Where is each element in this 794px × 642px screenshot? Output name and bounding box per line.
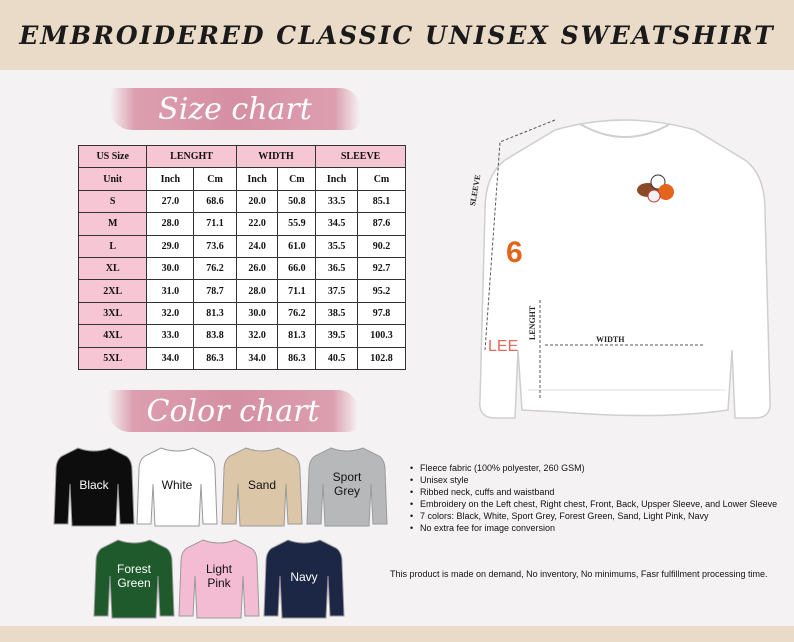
table-unit-cell: Cm — [194, 168, 236, 190]
sleeve-text-embroidery: LEE — [488, 338, 519, 355]
table-cell: 34.0 — [236, 347, 278, 369]
color-chart-banner — [108, 390, 358, 432]
table-unit-cell: Inch — [316, 168, 358, 190]
swatch-label — [54, 478, 134, 492]
table-cell: 28.0 — [236, 280, 278, 302]
table-cell: 24.0 — [236, 235, 278, 257]
table-cell: 39.5 — [316, 325, 358, 347]
table-unit-cell: Unit — [79, 168, 147, 190]
table-header-cell: WIDTH — [236, 146, 315, 168]
swatch-label — [137, 478, 217, 492]
swatch-label-line: Forest — [116, 562, 151, 576]
table-cell: 4XL — [79, 325, 147, 347]
swatch-label-line: Pink — [207, 576, 231, 590]
bottom-band — [0, 626, 794, 642]
table-cell: XL — [79, 257, 147, 279]
table-cell: 71.1 — [278, 280, 316, 302]
table-row — [79, 190, 406, 212]
table-cell: 26.0 — [236, 257, 278, 279]
swatch-label-line: White — [161, 478, 193, 492]
table-cell: 86.3 — [278, 347, 316, 369]
table-unit-cell: Inch — [147, 168, 194, 190]
table-cell: 81.3 — [194, 302, 236, 324]
table-cell: 61.0 — [278, 235, 316, 257]
swatch-label-line: Sport — [332, 470, 362, 484]
table-cell: 28.0 — [147, 213, 194, 235]
swatch-label — [179, 562, 259, 590]
features-list — [408, 462, 788, 534]
table-cell: 34.0 — [147, 347, 194, 369]
swatch-label — [307, 470, 387, 498]
length-label: LENGHT — [528, 305, 537, 340]
table-cell: 33.0 — [147, 325, 194, 347]
swatch-label-line: Light — [205, 562, 233, 576]
table-cell: 36.5 — [316, 257, 358, 279]
header-band — [0, 0, 794, 70]
table-cell: 50.8 — [278, 190, 316, 212]
table-cell: 97.8 — [357, 302, 405, 324]
table-cell: 3XL — [79, 302, 147, 324]
feature-item: • Ribbed neck, cuffs and waistband — [408, 486, 788, 498]
table-cell: 32.0 — [147, 302, 194, 324]
table-cell: 33.5 — [316, 190, 358, 212]
swatch-label — [264, 570, 344, 584]
table-cell: 29.0 — [147, 235, 194, 257]
table-cell: 34.5 — [316, 213, 358, 235]
table-cell: 30.0 — [236, 302, 278, 324]
table-unit-cell: Inch — [236, 168, 278, 190]
size-chart-banner — [110, 88, 360, 130]
swatch-label — [222, 478, 302, 492]
sleeve-number-embroidery: 6 — [506, 236, 523, 269]
feature-item: • 7 colors: Black, White, Sport Grey, Forest Green, Sand, Light Pink, Navy — [408, 510, 788, 522]
feature-item: • Fleece fabric (100% polyester, 260 GSM) — [408, 462, 788, 474]
feature-item: • No extra fee for image conversion — [408, 522, 788, 534]
table-row — [79, 347, 406, 369]
table-row — [79, 213, 406, 235]
table-cell: 35.5 — [316, 235, 358, 257]
sweatshirt-diagram — [460, 100, 790, 440]
table-cell: L — [79, 235, 147, 257]
feature-item: • Unisex style — [408, 474, 788, 486]
swatch-label-line: Sand — [247, 478, 277, 492]
table-cell: 76.2 — [194, 257, 236, 279]
table-cell: 20.0 — [236, 190, 278, 212]
table-cell: 71.1 — [194, 213, 236, 235]
table-cell: 5XL — [79, 347, 147, 369]
swatch-label-line: Green — [117, 576, 151, 590]
size-chart-title: Size chart — [158, 91, 312, 127]
table-row — [79, 235, 406, 257]
color-chart-title: Color chart — [146, 393, 320, 429]
table-cell: 86.3 — [194, 347, 236, 369]
table-cell: 30.0 — [147, 257, 194, 279]
table-header-cell: US Size — [79, 146, 147, 168]
table-cell: 73.6 — [194, 235, 236, 257]
table-cell: 81.3 — [278, 325, 316, 347]
table-row — [79, 257, 406, 279]
table-cell: 55.9 — [278, 213, 316, 235]
table-cell: 66.0 — [278, 257, 316, 279]
table-unit-row — [79, 168, 406, 190]
table-cell: 85.1 — [357, 190, 405, 212]
size-table — [78, 145, 406, 370]
table-cell: 68.6 — [194, 190, 236, 212]
table-header-cell: LENGHT — [147, 146, 236, 168]
table-cell: 37.5 — [316, 280, 358, 302]
table-cell: 2XL — [79, 280, 147, 302]
table-unit-cell: Cm — [357, 168, 405, 190]
footer-note: This product is made on demand, No inventory, No minimums, Fasr fulfillment processing time. — [390, 569, 768, 579]
table-row — [79, 302, 406, 324]
table-cell: 92.7 — [357, 257, 405, 279]
feature-item: • Embroidery on the Left chest, Right chest, Front, Back, Upsper Sleeve, and Lower Sleeve — [408, 498, 788, 510]
table-row — [79, 280, 406, 302]
table-cell: 78.7 — [194, 280, 236, 302]
table-header-cell: SLEEVE — [316, 146, 406, 168]
swatch-label-line: Grey — [333, 484, 360, 498]
table-cell: 31.0 — [147, 280, 194, 302]
width-label: WIDTH — [596, 335, 625, 344]
table-cell: 95.2 — [357, 280, 405, 302]
table-cell: 90.2 — [357, 235, 405, 257]
sleeve-label: SLEEVE — [468, 173, 483, 207]
table-cell: 102.8 — [357, 347, 405, 369]
table-cell: 27.0 — [147, 190, 194, 212]
sweatshirt-body — [480, 120, 770, 418]
page-title: EMBROIDERED CLASSIC UNISEX SWEATSHIRT — [19, 20, 775, 50]
table-cell: M — [79, 213, 147, 235]
table-cell: 40.5 — [316, 347, 358, 369]
table-cell: 100.3 — [357, 325, 405, 347]
table-row — [79, 325, 406, 347]
table-cell: 87.6 — [357, 213, 405, 235]
table-cell: 32.0 — [236, 325, 278, 347]
table-unit-cell: Cm — [278, 168, 316, 190]
table-cell: S — [79, 190, 147, 212]
table-cell: 83.8 — [194, 325, 236, 347]
swatch-label — [94, 562, 174, 590]
table-cell: 76.2 — [278, 302, 316, 324]
swatch-label-line: Black — [79, 478, 109, 492]
swatch-label-line: Navy — [290, 570, 318, 584]
table-cell: 38.5 — [316, 302, 358, 324]
table-cell: 22.0 — [236, 213, 278, 235]
table-header-row — [79, 146, 406, 168]
